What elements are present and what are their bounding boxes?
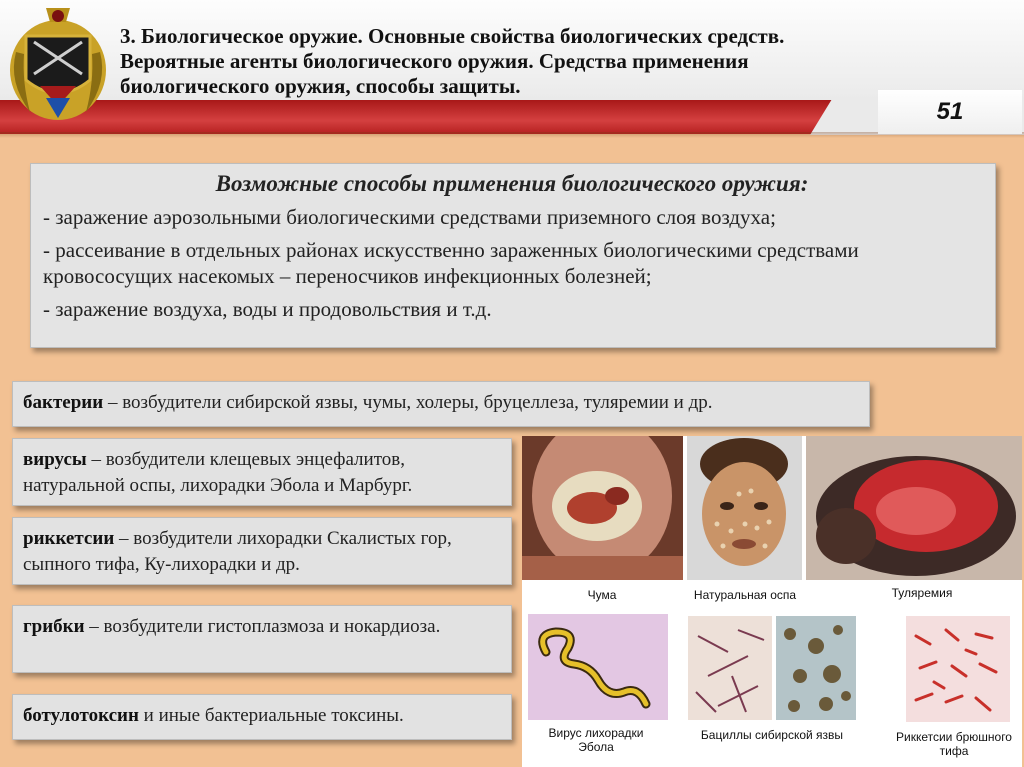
tularemia-photo [806, 436, 1022, 580]
header-shadow [0, 132, 1024, 138]
agent-term: риккетсии [23, 528, 115, 549]
caption-tularemia: Туляремия [891, 586, 953, 600]
agent-description: – возбудители сибирской язвы, чумы, холеры, бруцеллеза, туляремии и др. [103, 392, 713, 413]
agent-term: грибки [23, 616, 85, 637]
agent-box-botulotoxin [12, 694, 512, 740]
method-item: - рассеивание в отдельных районах искусственно зараженных биологическими средствами кровососущих насекомых – переносчиков инфекционных болезней; [43, 238, 859, 288]
ebola-virus-photo [528, 614, 668, 720]
agent-description: – возбудители клещевых энцефалитов, натуральной оспы, лихорадки Эбола и Марбург. [23, 449, 413, 496]
slide-title: 3. Биологическое оружие. Основные свойства биологических средств. Вероятные агенты биологического оружия. Средства применения биологического оружия, способы защиты. [120, 24, 785, 98]
agent-box-rickettsia [12, 517, 512, 585]
page-number: 51 [878, 90, 1022, 134]
military-emblem-icon [4, 2, 112, 124]
caption-smallpox: Натуральная оспа [693, 588, 797, 602]
agent-box-bacteria [12, 381, 870, 427]
method-item: - заражение воздуха, воды и продовольствия и т.д. [43, 297, 492, 321]
agent-description: – возбудители лихорадки Скалистых гор, сыпного тифа, Ку-лихорадки и др. [23, 528, 452, 575]
agent-term: вирусы [23, 449, 87, 470]
agent-description: – возбудители гистоплазмоза и нокардиоза. [84, 616, 441, 637]
anthrax-bacilli-photo-2 [776, 616, 856, 720]
application-methods-heading: Возможные способы применения биологического оружия: [215, 171, 809, 196]
caption-plague: Чума [587, 588, 617, 602]
anthrax-bacilli-photo-1 [688, 616, 772, 720]
method-item: - заражение аэрозольными биологическими средствами приземного слоя воздуха; [43, 205, 776, 229]
agent-term: ботулотоксин [23, 705, 139, 726]
application-methods-box [30, 163, 996, 348]
plague-photo [522, 436, 683, 580]
agent-box-fungi [12, 605, 512, 673]
typhus-rickettsia-photo [906, 616, 1010, 722]
smallpox-photo [687, 436, 802, 580]
caption-typhus: Риккетсии брюшного тифа [896, 730, 1012, 758]
agent-box-viruses [12, 438, 512, 506]
agent-term: бактерии [23, 392, 104, 413]
caption-ebola: Вирус лихорадки Эбола [548, 726, 644, 754]
agent-description: и иные бактериальные токсины. [138, 705, 404, 726]
photo-panel [522, 436, 1022, 767]
caption-anthrax: Бациллы сибирской язвы [700, 728, 844, 742]
